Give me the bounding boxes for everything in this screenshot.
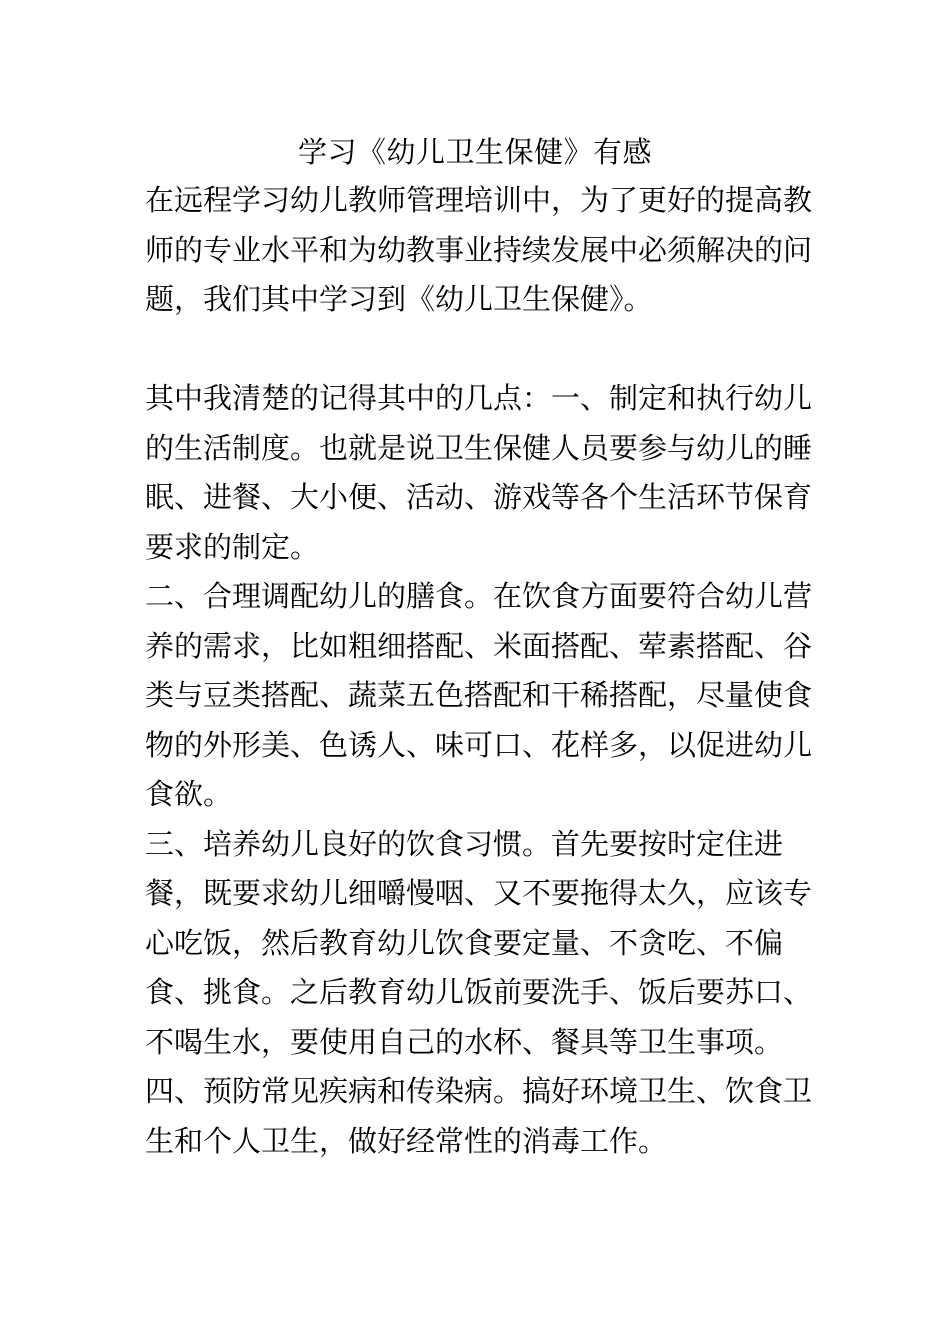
paragraph-point-one: 其中我清楚的记得其中的几点：一、制定和执行幼儿的生活制度。也就是说卫生保健人员要参与幼儿的睡眠、进餐、大小便、活动、游戏等各个生活环节保育要求的制定。	[145, 381, 813, 564]
document-body	[145, 176, 825, 1166]
paragraph-point-four: 四、预防常见疾病和传染病。搞好环境卫生、饮食卫生和个人卫生，做好经常性的消毒工作。	[145, 1074, 813, 1158]
paragraph-point-two: 二、合理调配幼儿的膳食。在饮食方面要符合幼儿营养的需求，比如粗细搭配、米面搭配、荤素搭配、谷类与豆类搭配、蔬菜五色搭配和干稀搭配，尽量使食物的外形美、色诱人、味可口、花样多，以促进幼儿食欲。	[145, 579, 813, 811]
paragraph-point-three: 三、培养幼儿良好的饮食习惯。首先要按时定住进餐，既要求幼儿细嚼慢咽、又不要拖得太久，应该专心吃饭，然后教育幼儿饮食要定量、不贪吃、不偏食、挑食。之后教育幼儿饭前要洗手、饭后要苏口、不喝生水，要使用自己的水杯、餐具等卫生事项。	[145, 826, 813, 1059]
paragraph-blank	[145, 325, 825, 375]
document-title: 学习《幼儿卫生保健》有感	[297, 135, 652, 169]
paragraph-intro: 在远程学习幼儿教师管理培训中，为了更好的提高教师的专业水平和为幼教事业持续发展中必须解决的问题，我们其中学习到《幼儿卫生保健》。	[145, 183, 813, 316]
